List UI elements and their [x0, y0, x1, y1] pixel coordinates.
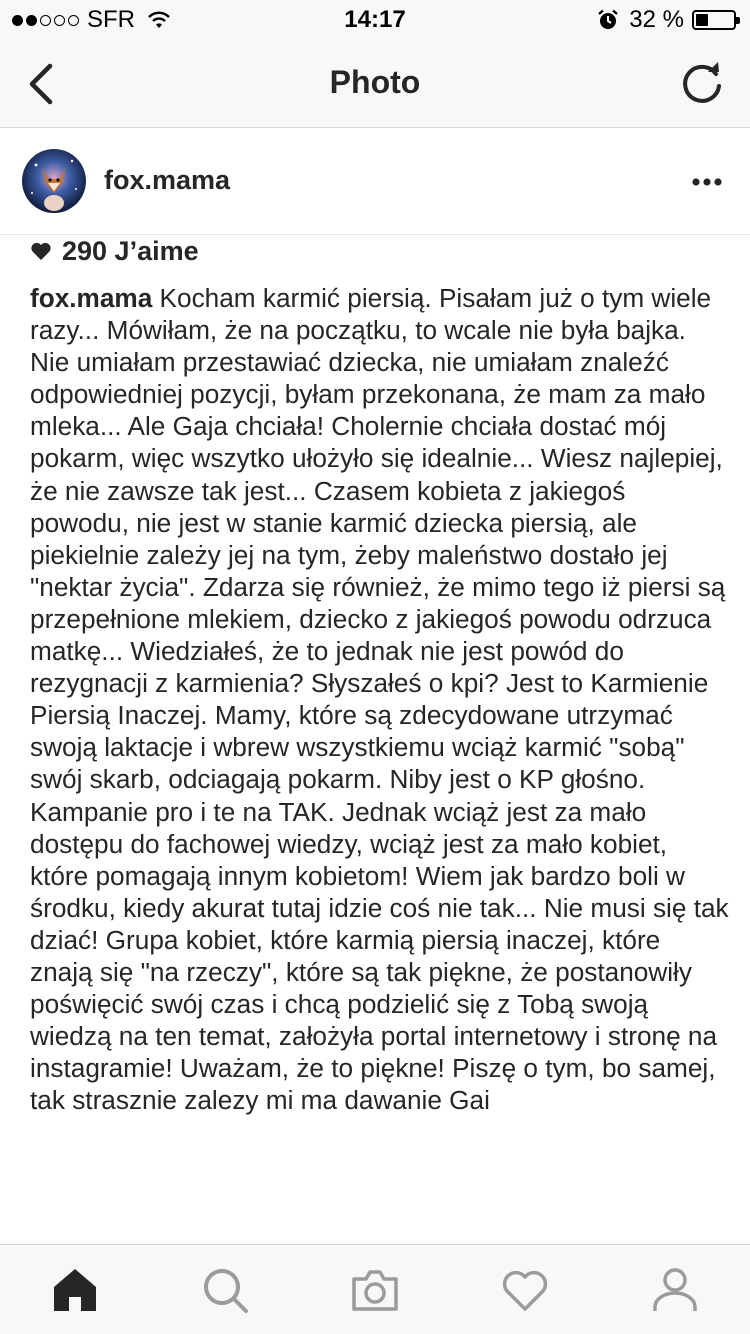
status-bar	[0, 0, 750, 40]
status-right	[597, 6, 736, 34]
chevron-left-icon[interactable]	[20, 60, 68, 108]
battery-level	[696, 14, 708, 26]
status-left	[12, 6, 171, 34]
signal-strength-icon	[12, 15, 79, 26]
caption-text: Kocham karmić piersią. Pisałam już o tym wiele razy... Mówiłam, że na początku, to wcale nie była bajka. Nie umiałam przestawiać dziecka, nie umiałam znaleźć odpowiedniej pozycji, byłam przekonana, że mam za mało mleka... Ale Gaja chciała! Cholernie chciała dostać mój pokarm, więc wszytko ułożyło się idealnie... Wiesz najlepiej, że nie zawsze tak jest... Czasem kobieta z jakiegoś powodu, nie jest w stanie karmić dziecka piersią, ale piekielnie zależy jej na tym, żeby maleństwo dostało jej "nektar życia". Zdarza się również, że mimo tego iż piersi są przepełnione mlekiem, dziecko z jakiegoś powodu odrzuca matkę... Wiedziałeś, że to jednak nie jest powód do rezygnacji z karmienia? Słyszałeś o kpi? Jest to Karmienie Piersią Inaczej. Mamy, które są zdecydowane utrzymać swoją laktacje i wbrew wszystkiemu wciąż karmić "sobą" swój skarb, odciagają pokarm. Niby jest o KP głośno. Kampanie pro i te na TAK. Jednak wciąż jest za mało dostępu do fachowej wiedzy, wciąż jest za mało kobiet, które pomagają innym kobietom! Wiem jak bardzo boli w środku, kiedy akurat tutaj idzie coś nie tak... Nie musi się tak dziać! Grupa kobiet, które karmią piersią inaczej, które znają się "na rzeczy", które są tak piękne, że postanowiły poświęcić swój czas i chcą podzielić się z Tobą swoją wiedzą na ten temat, założyła portal internetowy i stronę na instagramie! Uważam, że to piękne! Piszę o tym, bo samej, tak strasznie zalezy mi ma dawanie Gai	[30, 283, 729, 1116]
home-icon[interactable]	[50, 1265, 100, 1315]
navigation-bar	[0, 40, 750, 128]
page-title: Photo	[329, 64, 421, 100]
likes-text: 290 J’aime	[62, 235, 199, 266]
battery-icon	[692, 10, 736, 30]
search-icon[interactable]	[200, 1265, 250, 1315]
avatar-image	[22, 149, 86, 213]
refresh-icon[interactable]	[678, 60, 726, 108]
heart-filled-icon	[30, 241, 52, 261]
post-caption	[30, 282, 730, 1116]
battery-percent: 32 %	[629, 6, 684, 33]
carrier-name: SFR	[87, 6, 135, 33]
likes-count[interactable]	[30, 234, 199, 268]
post-header	[0, 129, 750, 235]
post-username[interactable]: fox.mama	[104, 165, 231, 195]
caption-username[interactable]: fox.mama	[30, 283, 153, 313]
bottom-tab-bar	[0, 1244, 750, 1334]
status-time: 14:17	[344, 6, 406, 33]
alarm-clock-icon	[597, 9, 619, 31]
wifi-icon	[147, 11, 171, 29]
profile-icon[interactable]	[650, 1265, 700, 1315]
avatar[interactable]	[22, 149, 86, 213]
camera-icon[interactable]	[350, 1265, 400, 1315]
heart-icon[interactable]	[500, 1265, 550, 1315]
more-options-icon[interactable]	[690, 167, 724, 197]
